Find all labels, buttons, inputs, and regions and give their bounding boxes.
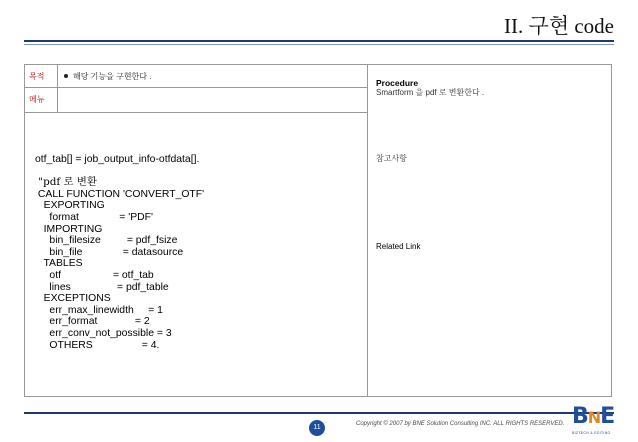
- menu-label: 메뉴: [25, 88, 58, 112]
- code-line: CALL FUNCTION 'CONVERT_OTF': [35, 188, 205, 200]
- left-column: [25, 65, 368, 396]
- code-line: EXPORTING: [35, 200, 105, 212]
- logo-subtitle: BIZTECH & EDITING: [572, 431, 611, 435]
- purpose-text: 해당 기능을 구현한다 .: [73, 72, 152, 81]
- code-line: TABLES: [35, 258, 83, 270]
- code-line: lines = pdf_table: [35, 281, 169, 293]
- code-line: format = 'PDF': [35, 211, 154, 223]
- code-line: "pdf 로 변환: [35, 176, 97, 189]
- procedure-heading: Procedure: [376, 78, 419, 88]
- logo-letter-e: E: [600, 404, 615, 429]
- code-line: err_conv_not_possible = 3: [35, 327, 172, 339]
- code-line: bin_file = datasource: [35, 246, 184, 258]
- code-line: otf_tab[] = job_output_info-otfdata[].: [35, 154, 200, 165]
- code-line: otf = otf_tab: [35, 269, 154, 281]
- procedure-text: Smartform 을 pdf 로 변환한다 .: [376, 88, 485, 97]
- code-line: OTHERS = 4.: [35, 339, 160, 351]
- code-line: err_format = 2: [35, 316, 150, 328]
- code-line: bin_filesize = pdf_fsize: [35, 235, 178, 247]
- bullet-icon: [64, 74, 68, 78]
- related-link-heading: Related Link: [376, 242, 421, 251]
- title-rule: [24, 40, 614, 42]
- copyright-text: Copyright © 2007 by BNE Solution Consulting INC. ALL RIGHTS RESERVED.: [356, 421, 565, 427]
- title-rule-thin: [24, 44, 614, 45]
- logo-letter-n: N: [587, 408, 601, 427]
- right-column: [369, 65, 612, 396]
- reference-heading: 참고사항: [376, 154, 407, 163]
- logo-letters: [572, 405, 614, 430]
- code-line: IMPORTING: [35, 223, 103, 235]
- purpose-value: [64, 71, 151, 82]
- page-number-badge: 11: [309, 420, 325, 436]
- company-logo: [572, 405, 624, 439]
- code-line: EXCEPTIONS: [35, 293, 111, 305]
- content-frame: [24, 64, 612, 397]
- code-block: [35, 154, 204, 351]
- logo-letter-b: B: [572, 404, 588, 429]
- purpose-label: 목적: [25, 65, 58, 87]
- page-title: II. 구현 code: [504, 14, 614, 38]
- code-line: err_max_linewidth = 1: [35, 304, 163, 316]
- footer-rule: [24, 412, 614, 414]
- purpose-row: [25, 65, 367, 88]
- menu-row: [25, 88, 367, 113]
